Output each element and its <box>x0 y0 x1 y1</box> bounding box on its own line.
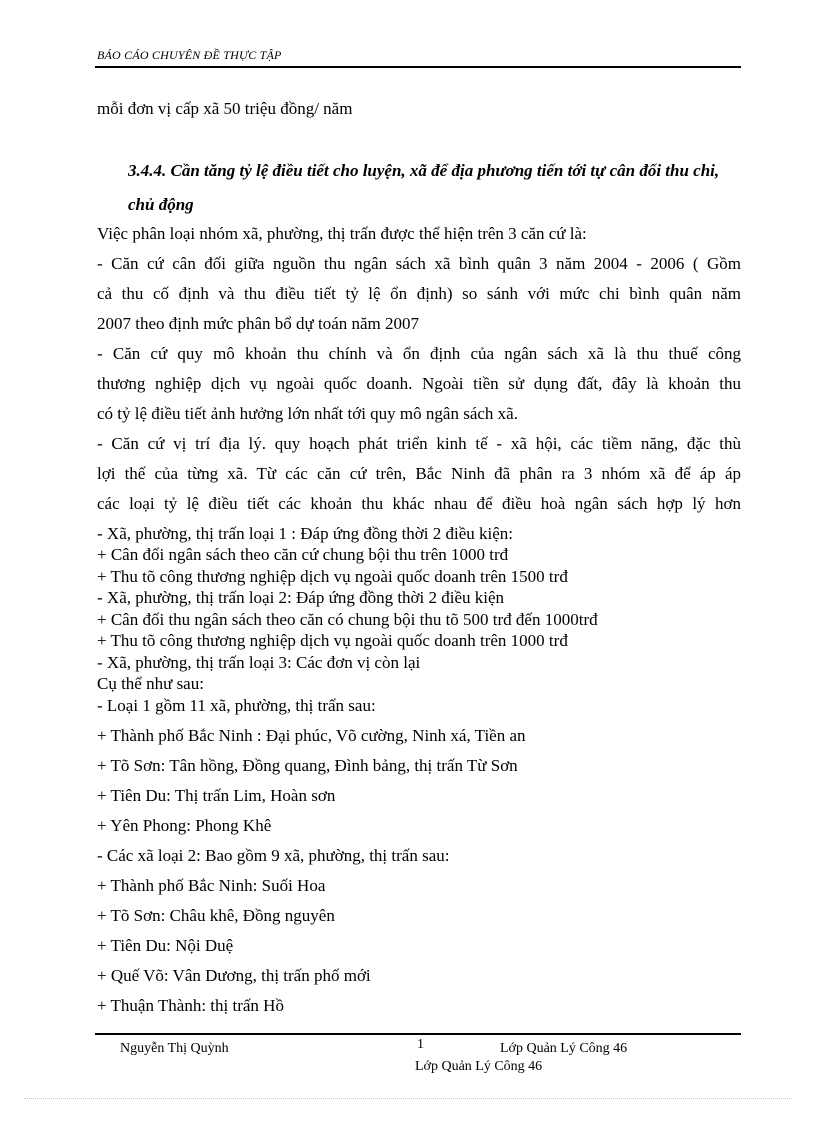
condition-line: + Cân đối thu ngân sách theo căn có chung bội thu tõ 500 trđ đến 1000trđ <box>97 610 598 629</box>
footer-divider <box>95 1033 741 1035</box>
condition-line: Cụ thể như sau: <box>97 674 204 693</box>
paragraph-line: có tỷ lệ điều tiết ảnh hưởng lớn nhất tới quy mô ngân sách xã. <box>97 404 518 423</box>
paragraph-line: thương nghiệp dịch vụ ngoài quốc doanh. Ngoài tiền sử dụng đất, đây là khoản thu <box>97 374 741 393</box>
condition-line: + Thu tõ công thương nghiệp dịch vụ ngoài quốc doanh trên 1000 trđ <box>97 631 568 650</box>
list-item: + Quế Võ: Vân Dương, thị trấn phố mới <box>97 966 371 985</box>
list-item: + Yên Phong: Phong Khê <box>97 816 272 835</box>
list-item: + Thành phố Bắc Ninh : Đại phúc, Võ cường, Ninh xá, Tiền an <box>97 726 526 745</box>
condition-line: - Loại 1 gồm 11 xã, phường, thị trấn sau: <box>97 696 376 715</box>
condition-line: - Xã, phường, thị trấn loại 1 : Đáp ứng đồng thời 2 điều kiện: <box>97 524 514 543</box>
paragraph-line: Việc phân loại nhóm xã, phường, thị trấn được thể hiện trên 3 căn cứ là: <box>97 224 587 243</box>
condition-line: - Xã, phường, thị trấn loại 3: Các đơn vị còn lại <box>97 653 421 672</box>
paragraph-line: các loại tỷ lệ điều tiết các khoản thu khác nhau để điều hoà ngân sách hợp lý hơn <box>97 494 741 513</box>
list-item: - Các xã loại 2: Bao gồm 9 xã, phường, thị trấn sau: <box>97 846 450 865</box>
list-item: + Thuận Thành: thị trấn Hồ <box>97 996 284 1015</box>
paragraph-line: - Căn cứ quy mô khoản thu chính và ổn định của ngân sách xã là thu thuế công <box>97 344 741 363</box>
footer-class-center: Lớp Quản Lý Công 46 <box>415 1059 543 1074</box>
list-item: + Tõ Sơn: Châu khê, Đồng nguyên <box>97 906 335 925</box>
condition-line: + Cân đối ngân sách theo căn cứ chung bội thu trên 1000 trđ <box>97 545 509 564</box>
list-item: + Tiên Du: Nội Duệ <box>97 936 234 955</box>
page-number: 1 <box>417 1037 424 1052</box>
paragraph-line: lợi thế của từng xã. Từ các căn cứ trên, Bắc Ninh đã phân ra 3 nhóm xã để áp áp <box>97 464 741 483</box>
condition-line: + Thu tõ công thương nghiệp dịch vụ ngoài quốc doanh trên 1500 trđ <box>97 567 568 586</box>
page-boundary <box>24 1098 792 1099</box>
header-divider <box>95 66 741 68</box>
footer-author: Nguyễn Thị Quỳnh <box>120 1041 229 1056</box>
paragraph-line: cả thu cố định và thu điều tiết tỷ lệ ổn định) so sánh với mức chi bình quân năm <box>97 284 741 303</box>
list-item: + Tiên Du: Thị trấn Lim, Hoàn sơn <box>97 786 336 805</box>
paragraph-line: 2007 theo định mức phân bổ dự toán năm 2007 <box>97 314 420 333</box>
section-heading: 3.4.4. Cần tăng tỷ lệ điều tiết cho luyện, xã để địa phương tiến tới tự cân đối thu chi, chủ động <box>128 161 720 214</box>
document-header: BÁO CÁO CHUYÊN ĐỀ THỰC TẬP <box>97 48 282 62</box>
list-item: + Thành phố Bắc Ninh: Suối Hoa <box>97 876 326 895</box>
paragraph-line: - Căn cứ vị trí địa lý. quy hoạch phát triển kinh tế - xã hội, các tiềm năng, đặc thù <box>97 434 741 453</box>
list-item: + Tõ Sơn: Tân hồng, Đồng quang, Đình bảng, thị trấn Từ Sơn <box>97 756 518 775</box>
intro-line: mỗi đơn vị cấp xã 50 triệu đồng/ năm <box>97 99 353 118</box>
paragraph-line: - Căn cứ cân đối giữa nguồn thu ngân sách xã bình quân 3 năm 2004 - 2006 ( Gồm <box>97 254 741 273</box>
condition-line: - Xã, phường, thị trấn loại 2: Đáp ứng đồng thời 2 điều kiện <box>97 588 505 607</box>
footer-class-right: Lớp Quản Lý Công 46 <box>500 1041 628 1056</box>
